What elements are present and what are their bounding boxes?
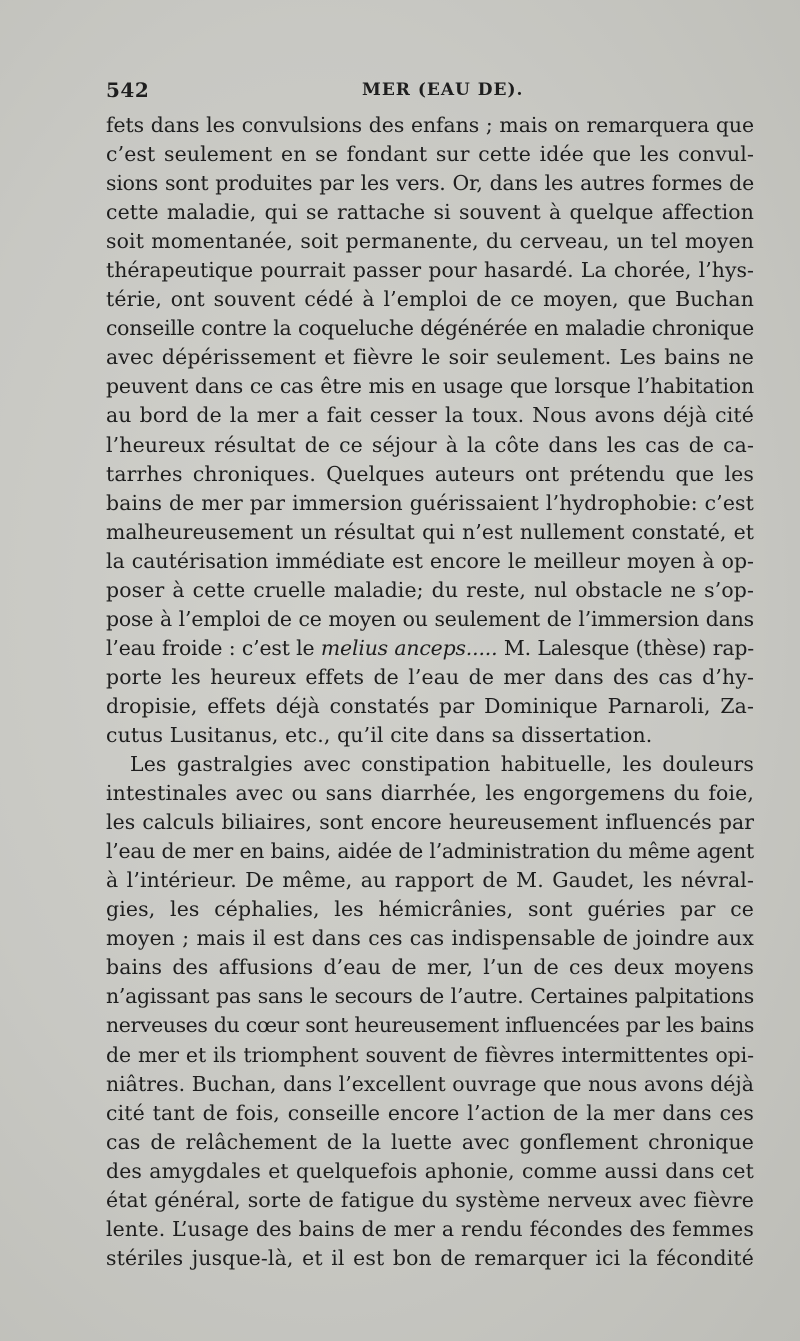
text-line: l’eau de mer en bains, aidée de l’administration du même agent (106, 839, 754, 864)
text-line: n’agissant pas sans le secours de l’autre. Certaines palpitations (106, 984, 754, 1009)
text-run: l’eau froide : c’est le (106, 635, 321, 660)
text-line: cutus Lusitanus, etc., qu’il cite dans sa dissertation. (106, 722, 653, 747)
text-line-with-italic (106, 634, 754, 663)
text-line: tarrhes chroniques. Quelques auteurs ont prétendu que les (106, 461, 754, 486)
text-line: pose à l’emploi de ce moyen ou seulement de l’immersion dans (106, 606, 754, 631)
text-line: Les gastralgies avec constipation habituelle, les douleurs (130, 752, 754, 777)
text-line: thérapeutique pourrait passer pour hasardé. La chorée, l’hys- (106, 258, 754, 283)
text-line: bains des affusions d’eau de mer, l’un de ces deux moyens (106, 955, 754, 980)
text-line: lente. L’usage des bains de mer a rendu fécondes des femmes (106, 1216, 754, 1241)
text-line: nerveuses du cœur sont heureusement influencées par les bains (106, 1013, 754, 1038)
text-run: M. Lalesque (thèse) rap- (497, 635, 754, 660)
text-line: fets dans les convulsions des enfans ; mais on remarquera que (106, 113, 754, 137)
body-text (106, 111, 754, 1273)
text-line: cas de relâchement de la luette avec gonflement chronique (106, 1129, 754, 1154)
text-line: poser à cette cruelle maladie; du reste, nul obstacle ne s’op- (106, 577, 754, 602)
text-line: peuvent dans ce cas être mis en usage que lorsque l’habitation (106, 374, 754, 399)
text-line: niâtres. Buchan, dans l’excellent ouvrage que nous avons déjà (106, 1071, 754, 1096)
text-line: cette maladie, qui se rattache si souvent à quelque affection (106, 200, 754, 225)
text-line: l’heureux résultat de ce séjour à la côte dans les cas de ca- (106, 432, 754, 457)
text-line: au bord de la mer a fait cesser la toux. Nous avons déjà cité (106, 403, 754, 428)
text-line: conseille contre la coqueluche dégénérée en maladie chronique (106, 316, 754, 341)
text-line: de mer et ils triomphent souvent de fièvres intermittentes opi- (106, 1042, 754, 1067)
paragraph-2 (106, 750, 754, 1273)
text-line: stériles jusque-là, et il est bon de remarquer ici la fécondité (106, 1245, 754, 1270)
text-line: moyen ; mais il est dans ces cas indispensable de joindre aux (106, 926, 754, 951)
italic-phrase: melius anceps..... (320, 635, 498, 660)
text-line: des amygdales et quelquefois aphonie, comme aussi dans cet (106, 1158, 754, 1183)
text-line: avec dépérissement et fièvre le soir seulement. Les bains ne (106, 345, 754, 370)
text-line: malheureusement un résultat qui n’est nullement constaté, et (106, 519, 754, 544)
text-line: dropisie, effets déjà constatés par Dominique Parnaroli, Za- (106, 693, 754, 718)
text-line: la cautérisation immédiate est encore le meilleur moyen à op- (106, 548, 754, 573)
text-line: à l’intérieur. De même, au rapport de M. Gaudet, les névral- (106, 868, 754, 893)
text-line: intestinales avec ou sans diarrhée, les engorgemens du foie, (106, 781, 754, 806)
text-line: bains de mer par immersion guérissaient l’hydrophobie: c’est (106, 490, 754, 515)
text-line: cité tant de fois, conseille encore l’action de la mer dans ces (106, 1100, 754, 1125)
running-title: MER (EAU DE). (362, 80, 524, 100)
text-line: état général, sorte de fatigue du système nerveux avec fièvre (106, 1187, 754, 1212)
text-line: c’est seulement en se fondant sur cette idée que les convul- (106, 142, 754, 167)
text-line: térie, ont souvent cédé à l’emploi de ce moyen, que Buchan (106, 287, 754, 312)
text-line: gies, les céphalies, les hémicrânies, sont guéries par ce (106, 897, 754, 922)
text-line: les calculs biliaires, sont encore heureusement influencés par (106, 810, 754, 835)
page-number: 542 (106, 78, 150, 102)
text-line: soit momentanée, soit permanente, du cerveau, un tel moyen (106, 229, 754, 254)
running-head (106, 78, 756, 106)
text-line: sions sont produites par les vers. Or, dans les autres formes de (106, 171, 754, 196)
paragraph-1 (106, 111, 754, 750)
text-line: porte les heureux effets de l’eau de mer dans des cas d’hy- (106, 664, 754, 689)
